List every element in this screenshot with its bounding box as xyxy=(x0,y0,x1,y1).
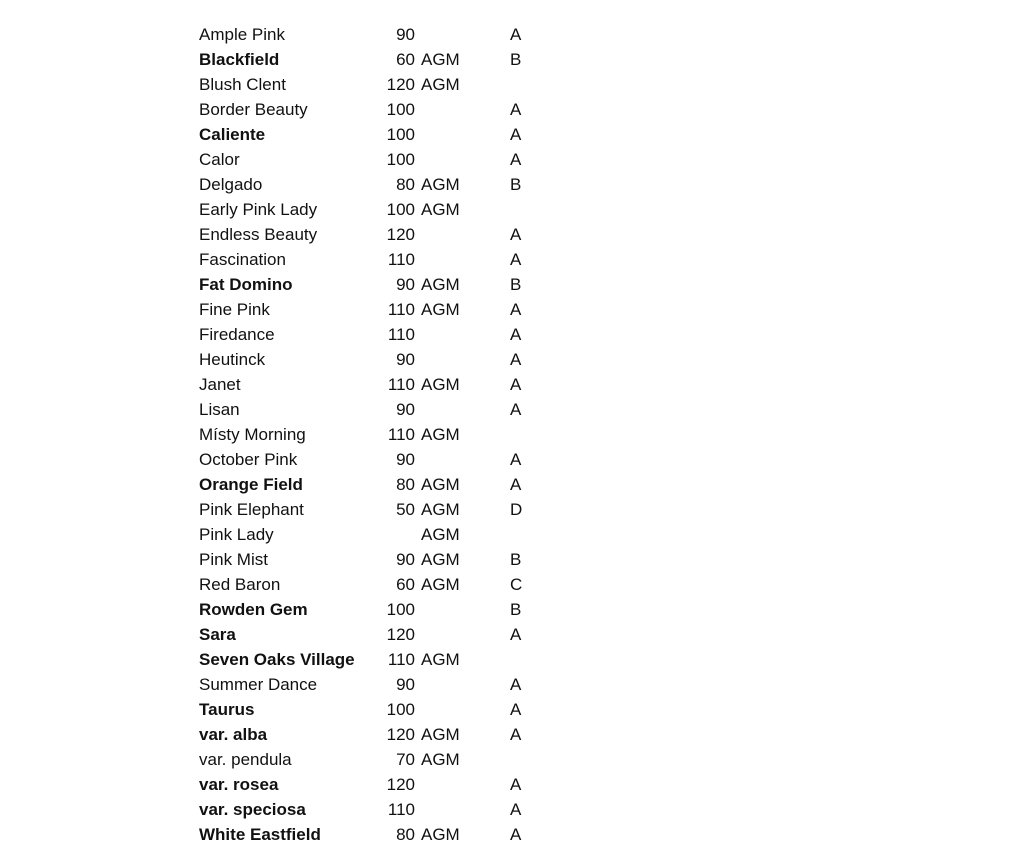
height-value: 90 xyxy=(396,350,415,369)
award-value: AGM xyxy=(421,75,460,94)
award-value: AGM xyxy=(421,650,460,669)
height-value: 110 xyxy=(387,650,415,669)
table-row xyxy=(199,572,539,597)
cultivar-name: Místy Morning xyxy=(199,425,306,444)
table-row xyxy=(199,372,539,397)
group-value: B xyxy=(510,600,522,619)
table-row xyxy=(199,772,539,797)
cultivar-name: Orange Field xyxy=(199,475,303,494)
height-value: 100 xyxy=(386,125,415,144)
table-row xyxy=(199,247,539,272)
cultivar-name: Fat Domino xyxy=(199,275,293,294)
group-value: A xyxy=(510,400,522,419)
group-value: A xyxy=(510,450,522,469)
award-value: AGM xyxy=(421,500,460,519)
group-value: A xyxy=(510,700,522,719)
award-value: AGM xyxy=(421,50,460,69)
height-value: 90 xyxy=(396,450,415,469)
table-row xyxy=(199,672,539,697)
cultivar-name: Delgado xyxy=(199,175,263,194)
table-row xyxy=(199,72,539,97)
height-value: 90 xyxy=(396,400,415,419)
height-value: 50 xyxy=(396,500,415,519)
group-value: A xyxy=(510,775,522,794)
table-row xyxy=(199,647,539,672)
table-row xyxy=(199,172,539,197)
award-value: AGM xyxy=(421,375,460,394)
height-value: 80 xyxy=(396,175,415,194)
table-row xyxy=(199,822,539,847)
table-row xyxy=(199,97,539,122)
height-value: 60 xyxy=(396,50,415,69)
cultivar-name: Pink Lady xyxy=(199,525,274,544)
group-value: A xyxy=(510,250,522,269)
group-value: A xyxy=(510,825,522,844)
cultivar-name: Firedance xyxy=(199,325,275,344)
group-value: A xyxy=(510,150,522,169)
group-value: A xyxy=(510,800,522,819)
cultivar-name: Blush Clent xyxy=(199,75,286,94)
table-row xyxy=(199,322,539,347)
table-row xyxy=(199,472,539,497)
award-value: AGM xyxy=(421,725,460,744)
height-value: 120 xyxy=(386,225,415,244)
table-row xyxy=(199,222,539,247)
height-value: 80 xyxy=(396,475,415,494)
height-value: 120 xyxy=(386,775,415,794)
cultivar-name: Seven Oaks Village xyxy=(199,650,355,669)
height-value: 110 xyxy=(387,375,415,394)
table-row xyxy=(199,47,539,72)
height-value: 110 xyxy=(387,425,415,444)
table-row xyxy=(199,297,539,322)
cultivar-name: Calor xyxy=(199,150,240,169)
group-value: B xyxy=(510,550,522,569)
table-row xyxy=(199,272,539,297)
group-value: B xyxy=(510,50,522,69)
cultivar-table xyxy=(199,22,539,847)
height-value: 120 xyxy=(386,625,415,644)
award-value: AGM xyxy=(421,475,460,494)
table-row xyxy=(199,347,539,372)
cultivar-name: Summer Dance xyxy=(199,675,318,694)
cultivar-name: Taurus xyxy=(199,700,255,719)
group-value: A xyxy=(510,725,522,744)
group-value: A xyxy=(510,25,522,44)
table-row xyxy=(199,622,539,647)
height-value: 110 xyxy=(387,325,415,344)
group-value: B xyxy=(510,175,522,194)
table-row xyxy=(199,722,539,747)
height-value: 70 xyxy=(396,750,415,769)
group-value: D xyxy=(510,500,523,519)
table-row xyxy=(199,522,539,547)
height-value: 100 xyxy=(386,600,415,619)
height-value: 60 xyxy=(396,575,415,594)
table-row xyxy=(199,22,539,47)
height-value: 90 xyxy=(396,275,415,294)
table-row xyxy=(199,797,539,822)
cultivar-name: Endless Beauty xyxy=(199,225,318,244)
award-value: AGM xyxy=(421,300,460,319)
cultivar-name: Heutinck xyxy=(199,350,266,369)
group-value: A xyxy=(510,100,522,119)
cultivar-name: Early Pink Lady xyxy=(199,200,318,219)
height-value: 110 xyxy=(387,250,415,269)
group-value: C xyxy=(510,575,523,594)
height-value: 90 xyxy=(396,675,415,694)
height-value: 120 xyxy=(386,725,415,744)
award-value: AGM xyxy=(421,275,460,294)
award-value: AGM xyxy=(421,825,460,844)
cultivar-name: Blackfield xyxy=(199,50,280,69)
cultivar-name: White Eastfield xyxy=(199,825,321,844)
table-row xyxy=(199,397,539,422)
cultivar-name: var. pendula xyxy=(199,750,292,769)
height-value: 90 xyxy=(396,550,415,569)
group-value: B xyxy=(510,275,522,294)
table-row xyxy=(199,197,539,222)
height-value: 100 xyxy=(386,150,415,169)
award-value: AGM xyxy=(421,550,460,569)
cultivar-name: Border Beauty xyxy=(199,100,308,119)
award-value: AGM xyxy=(421,575,460,594)
group-value: A xyxy=(510,325,522,344)
height-value: 100 xyxy=(386,200,415,219)
cultivar-name: var. rosea xyxy=(199,775,279,794)
group-value: A xyxy=(510,350,522,369)
cultivar-name: Red Baron xyxy=(199,575,281,594)
height-value: 120 xyxy=(386,75,415,94)
cultivar-name: Pink Elephant xyxy=(199,500,304,519)
cultivar-name: Caliente xyxy=(199,125,266,144)
height-value: 90 xyxy=(396,25,415,44)
table-row xyxy=(199,147,539,172)
table-row xyxy=(199,597,539,622)
cultivar-name: Janet xyxy=(199,375,241,394)
height-value: 110 xyxy=(387,800,415,819)
cultivar-name: Ample Pink xyxy=(199,25,285,44)
cultivar-name: October Pink xyxy=(199,450,298,469)
height-value: 110 xyxy=(387,300,415,319)
table-row xyxy=(199,747,539,772)
award-value: AGM xyxy=(421,425,460,444)
height-value: 100 xyxy=(386,700,415,719)
cultivar-name: Pink Mist xyxy=(199,550,268,569)
group-value: A xyxy=(510,300,522,319)
award-value: AGM xyxy=(421,525,460,544)
group-value: A xyxy=(510,625,522,644)
height-value: 80 xyxy=(396,825,415,844)
award-value: AGM xyxy=(421,750,460,769)
cultivar-name: Rowden Gem xyxy=(199,600,308,619)
cultivar-name: var. speciosa xyxy=(199,800,306,819)
group-value: A xyxy=(510,475,522,494)
award-value: AGM xyxy=(421,200,460,219)
cultivar-name: Fascination xyxy=(199,250,286,269)
table-row xyxy=(199,447,539,472)
award-value: AGM xyxy=(421,175,460,194)
group-value: A xyxy=(510,675,522,694)
group-value: A xyxy=(510,225,522,244)
cultivar-name: Fine Pink xyxy=(199,300,270,319)
table-row xyxy=(199,697,539,722)
group-value: A xyxy=(510,375,522,394)
cultivar-name: Lisan xyxy=(199,400,240,419)
height-value: 100 xyxy=(386,100,415,119)
group-value: A xyxy=(510,125,522,144)
table-row xyxy=(199,122,539,147)
table-row xyxy=(199,547,539,572)
cultivar-name: Sara xyxy=(199,625,236,644)
table-row xyxy=(199,497,539,522)
table-row xyxy=(199,422,539,447)
cultivar-name: var. alba xyxy=(199,725,268,744)
